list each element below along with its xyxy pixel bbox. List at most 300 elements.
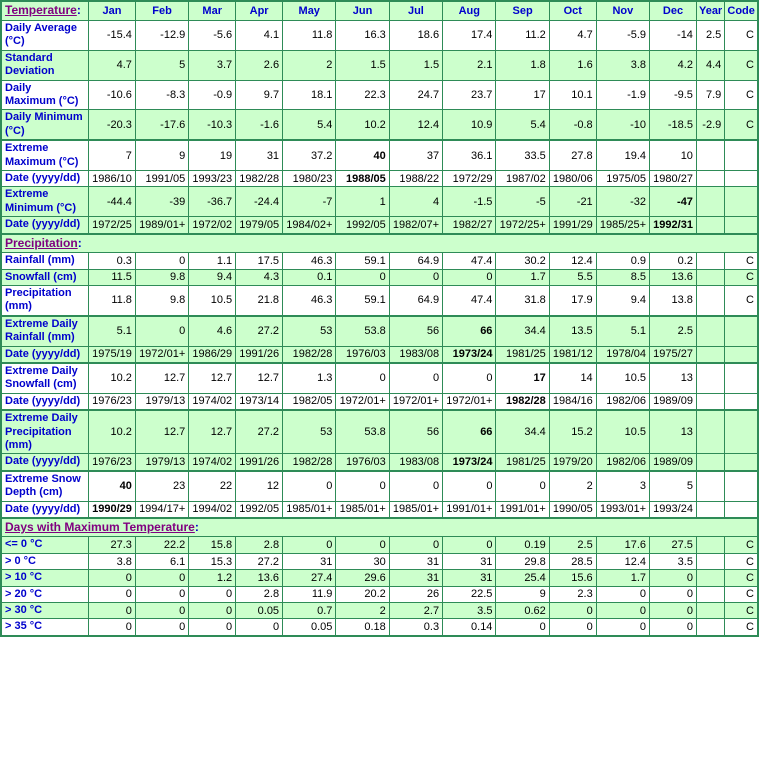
data-cell: 9.7 [236,80,283,110]
data-cell: 27.5 [650,537,697,553]
data-cell: 2.8 [236,537,283,553]
table-row [1,269,758,285]
data-cell: 4.3 [236,269,283,285]
data-cell: 0 [443,269,496,285]
data-cell: 30 [336,553,389,569]
data-cell: 0 [135,603,188,619]
data-cell: 16.3 [336,21,389,51]
data-cell: C [725,80,758,110]
data-cell: -8.3 [135,80,188,110]
data-cell: 2.3 [549,586,596,602]
column-header-dec: Dec [650,1,697,21]
data-cell: 1976/23 [89,393,136,410]
section-title-link[interactable]: Days with Maximum Temperature [5,520,195,534]
data-cell: 1985/01+ [336,501,389,518]
data-cell: 3.5 [650,553,697,569]
data-cell: 1976/03 [336,454,389,471]
data-cell: 13.5 [549,316,596,346]
data-cell: 7.9 [696,80,724,110]
data-cell [696,586,724,602]
column-header-aug: Aug [443,1,496,21]
data-cell: 1973/24 [443,454,496,471]
data-cell: -5.9 [596,21,649,51]
data-cell: 11.2 [496,21,549,51]
data-cell: 11.8 [283,21,336,51]
data-cell: 1989/09 [650,393,697,410]
data-cell: 0 [389,537,442,553]
data-cell: 2.6 [236,50,283,80]
data-cell: 17.5 [236,253,283,269]
data-cell: 26 [389,586,442,602]
data-cell: C [725,285,758,315]
row-label: Standard Deviation [1,50,89,80]
data-cell: 0 [89,586,136,602]
data-cell: 23.7 [443,80,496,110]
data-cell: 7 [89,140,136,170]
data-cell: 22.2 [135,537,188,553]
data-cell: 5.1 [89,316,136,346]
data-cell: 0 [443,471,496,501]
data-cell: 13 [650,410,697,454]
data-cell: -7 [283,187,336,217]
data-cell: 11.5 [89,269,136,285]
data-cell: C [725,253,758,269]
data-cell: 0.7 [283,603,336,619]
data-cell: 27.8 [549,140,596,170]
data-cell [725,217,758,234]
row-label: Date (yyyy/dd) [1,346,89,363]
data-cell: 1980/06 [549,171,596,187]
data-cell: 0 [650,586,697,602]
data-cell: 1990/05 [549,501,596,518]
data-cell: 0 [650,570,697,586]
section-title-colon: : [76,3,81,18]
section-title-colon: : [77,235,82,250]
row-label: > 35 °C [1,619,89,636]
data-cell [725,454,758,471]
data-cell: 0 [135,316,188,346]
data-cell: 12.7 [135,363,188,393]
data-cell: 1.2 [189,570,236,586]
data-cell: 0.05 [283,619,336,636]
data-cell: 15.3 [189,553,236,569]
data-cell: -20.3 [89,110,136,140]
data-cell: -5.6 [189,21,236,51]
data-cell: 27.2 [236,410,283,454]
data-cell: 53 [283,410,336,454]
data-cell: 34.4 [496,410,549,454]
data-cell [696,570,724,586]
table-row [1,316,758,346]
data-cell: 2.8 [236,586,283,602]
data-cell: 12.7 [189,363,236,393]
data-cell: 1991/29 [549,217,596,234]
row-label: Extreme Minimum (°C) [1,187,89,217]
data-cell: 37 [389,140,442,170]
data-cell: 1975/05 [596,171,649,187]
data-cell: 1984/16 [549,393,596,410]
data-cell: -44.4 [89,187,136,217]
data-cell: 8.5 [596,269,649,285]
section-title-link[interactable]: Precipitation [5,235,78,250]
data-cell: 66 [443,316,496,346]
data-cell: 0 [89,603,136,619]
data-cell: 5 [650,471,697,501]
data-cell: 4.7 [89,50,136,80]
data-cell: 2.5 [696,21,724,51]
data-cell: 10.5 [596,410,649,454]
data-cell [725,393,758,410]
data-cell [696,217,724,234]
row-label: Date (yyyy/dd) [1,501,89,518]
data-cell: 25.4 [496,570,549,586]
data-cell: 12.4 [389,110,442,140]
data-cell: 10.2 [89,410,136,454]
data-cell: 1994/02 [189,501,236,518]
data-cell: 0.19 [496,537,549,553]
row-label: > 20 °C [1,586,89,602]
data-cell: 1982/05 [283,393,336,410]
data-cell: 1989/09 [650,454,697,471]
data-cell: 1991/01+ [496,501,549,518]
data-cell: 22 [189,471,236,501]
data-cell: 1984/02+ [283,217,336,234]
data-cell: C [725,619,758,636]
data-cell: 30.2 [496,253,549,269]
column-header-row [1,1,758,21]
data-cell: 53.8 [336,316,389,346]
data-cell: 9.4 [189,269,236,285]
table-row [1,50,758,80]
data-cell [696,603,724,619]
data-cell: 18.1 [283,80,336,110]
data-cell: 10.5 [596,363,649,393]
data-cell [696,454,724,471]
data-cell: 0 [336,471,389,501]
data-cell: 31 [389,553,442,569]
row-label: Daily Maximum (°C) [1,80,89,110]
data-cell: 10.5 [189,285,236,315]
data-cell: -18.5 [650,110,697,140]
data-cell: 0 [283,471,336,501]
data-cell [696,619,724,636]
data-cell: 20.2 [336,586,389,602]
table-row [1,603,758,619]
data-cell: 0 [89,570,136,586]
data-cell: 31 [443,570,496,586]
data-cell: 1979/05 [236,217,283,234]
data-cell: 5.1 [596,316,649,346]
data-cell: C [725,110,758,140]
row-label: Extreme Snow Depth (cm) [1,471,89,501]
data-cell: 10.2 [89,363,136,393]
data-cell: 0 [189,586,236,602]
data-cell: 22.3 [336,80,389,110]
data-cell: 1979/13 [135,454,188,471]
data-cell: 1980/23 [283,171,336,187]
data-cell: 1982/07+ [389,217,442,234]
table-row [1,140,758,170]
data-cell: 4.7 [549,21,596,51]
data-cell: -17.6 [135,110,188,140]
data-cell: 0.3 [89,253,136,269]
data-cell: 12.4 [549,253,596,269]
data-cell: 1972/02 [189,217,236,234]
data-cell: 0.2 [650,253,697,269]
data-cell: C [725,586,758,602]
data-cell: 1981/12 [549,346,596,363]
data-cell: 1992/05 [336,217,389,234]
data-cell [696,316,724,346]
data-cell: 66 [443,410,496,454]
data-cell: 5.5 [549,269,596,285]
data-cell: 1982/28 [283,346,336,363]
section-title-colon: : [194,520,199,534]
data-cell: 1973/14 [236,393,283,410]
table-row [1,570,758,586]
data-cell: 64.9 [389,285,442,315]
data-cell [696,285,724,315]
data-cell: 56 [389,410,442,454]
data-cell: 1988/22 [389,171,442,187]
table-row [1,363,758,393]
data-cell: 27.3 [89,537,136,553]
data-cell: 1982/28 [283,454,336,471]
data-cell: 0 [549,603,596,619]
data-cell: 19.4 [596,140,649,170]
data-cell: 15.6 [549,570,596,586]
data-cell: 2 [336,603,389,619]
data-cell: 0.1 [283,269,336,285]
row-label: > 10 °C [1,570,89,586]
data-cell: 31.8 [496,285,549,315]
data-cell: 2 [549,471,596,501]
data-cell: 17.6 [596,537,649,553]
row-label: Date (yyyy/dd) [1,393,89,410]
data-cell: 0 [135,570,188,586]
data-cell: 10.2 [336,110,389,140]
data-cell: 2.5 [650,316,697,346]
data-cell: 19 [189,140,236,170]
data-cell: 1985/25+ [596,217,649,234]
table-row [1,217,758,234]
section-title-cell [1,518,758,537]
table-row [1,471,758,501]
data-cell: 0 [336,269,389,285]
data-cell: 53 [283,316,336,346]
data-cell: 22.5 [443,586,496,602]
data-cell: 0 [389,471,442,501]
data-cell: 27.2 [236,316,283,346]
section-title-cell [1,1,89,21]
data-cell: 1974/02 [189,454,236,471]
data-cell: -1.5 [443,187,496,217]
data-cell [696,346,724,363]
column-header-jun: Jun [336,1,389,21]
table-row [1,346,758,363]
data-cell: 64.9 [389,253,442,269]
data-cell: 5 [135,50,188,80]
data-cell: 0 [135,586,188,602]
data-cell: 0 [496,619,549,636]
data-cell [725,140,758,170]
data-cell: 1.7 [496,269,549,285]
data-cell [696,171,724,187]
data-cell: 47.4 [443,285,496,315]
data-cell: 40 [336,140,389,170]
data-cell: 10.9 [443,110,496,140]
data-cell: 0 [336,363,389,393]
data-cell: 2.1 [443,50,496,80]
data-cell: 0 [596,586,649,602]
section-title-cell [1,234,758,253]
data-cell: 1981/25 [496,346,549,363]
data-cell: 11.8 [89,285,136,315]
data-cell: 5.4 [496,110,549,140]
column-header-jul: Jul [389,1,442,21]
data-cell: -10.3 [189,110,236,140]
data-cell: 0.62 [496,603,549,619]
data-cell: 1989/01+ [135,217,188,234]
data-cell: -2.9 [696,110,724,140]
data-cell: 1982/06 [596,454,649,471]
data-cell [696,140,724,170]
data-cell: 23 [135,471,188,501]
data-cell: 46.3 [283,285,336,315]
column-header-mar: Mar [189,1,236,21]
data-cell: 0 [283,537,336,553]
data-cell: 29.8 [496,553,549,569]
data-cell: 31 [389,570,442,586]
data-cell: 29.6 [336,570,389,586]
data-cell: 11.9 [283,586,336,602]
data-cell: 27.2 [236,553,283,569]
data-cell [725,187,758,217]
data-cell: -1.6 [236,110,283,140]
data-cell: 1983/08 [389,454,442,471]
data-cell: 10 [650,140,697,170]
data-cell [696,471,724,501]
row-label: Extreme Daily Rainfall (mm) [1,316,89,346]
data-cell: 1991/05 [135,171,188,187]
data-cell: -0.8 [549,110,596,140]
data-cell: 0 [650,619,697,636]
data-cell: 0.14 [443,619,496,636]
data-cell: 27.4 [283,570,336,586]
data-cell: 1976/03 [336,346,389,363]
data-cell: 17 [496,80,549,110]
section-title-link[interactable]: Temperature [5,3,77,18]
data-cell: 10.1 [549,80,596,110]
data-cell: 2.7 [389,603,442,619]
data-cell: 1972/25+ [496,217,549,234]
row-label: > 30 °C [1,603,89,619]
data-cell: 0 [549,619,596,636]
data-cell: 1991/26 [236,454,283,471]
data-cell: 59.1 [336,285,389,315]
data-cell: 1991/01+ [443,501,496,518]
data-cell: C [725,21,758,51]
row-label: Date (yyyy/dd) [1,217,89,234]
data-cell: 1972/01+ [389,393,442,410]
data-cell: 4.1 [236,21,283,51]
data-cell: -21 [549,187,596,217]
data-cell: 1974/02 [189,393,236,410]
data-cell: 1973/24 [443,346,496,363]
column-header-nov: Nov [596,1,649,21]
data-cell: 1985/01+ [389,501,442,518]
data-cell: 1993/23 [189,171,236,187]
data-cell: 6.1 [135,553,188,569]
data-cell: 0 [650,603,697,619]
data-cell: 1.5 [389,50,442,80]
data-cell: 1988/05 [336,171,389,187]
table-row [1,537,758,553]
data-cell: -32 [596,187,649,217]
data-cell: -1.9 [596,80,649,110]
data-cell: 2 [283,50,336,80]
data-cell: -24.4 [236,187,283,217]
data-cell: C [725,570,758,586]
data-cell: 5.4 [283,110,336,140]
data-cell: -15.4 [89,21,136,51]
data-cell: 1982/28 [496,393,549,410]
data-cell: 1986/10 [89,171,136,187]
row-label: Date (yyyy/dd) [1,171,89,187]
data-cell: C [725,269,758,285]
data-cell: 1975/27 [650,346,697,363]
data-cell: 1 [336,187,389,217]
data-cell: 13.6 [236,570,283,586]
data-cell [725,346,758,363]
data-cell: 1976/23 [89,454,136,471]
data-cell: 1986/29 [189,346,236,363]
data-cell: 15.2 [549,410,596,454]
row-label: Rainfall (mm) [1,253,89,269]
row-label: Date (yyyy/dd) [1,454,89,471]
data-cell [725,501,758,518]
data-cell: 13 [650,363,697,393]
data-cell: 53.8 [336,410,389,454]
data-cell: 56 [389,316,442,346]
data-cell: 0 [89,619,136,636]
table-row [1,253,758,269]
column-header-may: May [283,1,336,21]
data-cell: 1.7 [596,570,649,586]
data-cell [696,253,724,269]
data-cell: 13.6 [650,269,697,285]
table-row [1,110,758,140]
data-cell: 0.18 [336,619,389,636]
data-cell: 3.8 [89,553,136,569]
data-cell [725,171,758,187]
data-cell [725,316,758,346]
data-cell: 0.9 [596,253,649,269]
data-cell: 34.4 [496,316,549,346]
data-cell: 0 [135,619,188,636]
data-cell: 12.7 [189,410,236,454]
data-cell [725,363,758,393]
data-cell: 0 [189,619,236,636]
data-cell: 17.4 [443,21,496,51]
data-cell: C [725,50,758,80]
data-cell [725,471,758,501]
table-row [1,619,758,636]
data-cell: 28.5 [549,553,596,569]
data-cell: 12 [236,471,283,501]
row-label: Extreme Maximum (°C) [1,140,89,170]
row-label: Daily Average (°C) [1,21,89,51]
